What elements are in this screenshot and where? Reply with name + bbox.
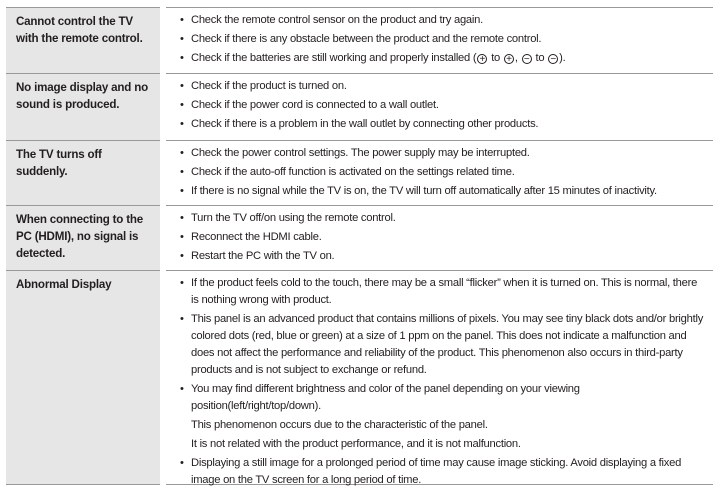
troubleshooting-table: [6, 7, 713, 485]
solution-item: [180, 311, 705, 379]
solution-text: If the product feels cold to the touch, there may be a small “flicker” when it is turned on. This is normal, there is nothing wrong with product.: [191, 277, 698, 306]
battery-minus-icon: −: [522, 54, 532, 64]
solutions-cell: [166, 206, 713, 271]
solution-item: [180, 455, 705, 489]
solution-item: [180, 210, 705, 227]
solution-text: Displaying a still image for a prolonged period of time may cause image sticking. Avoid displaying a fixed image on the TV screen for a long period of time.: [191, 457, 682, 486]
bullet-icon: •: [180, 99, 184, 111]
solution-text: Check if the product is turned on.: [191, 80, 347, 92]
solution-item: [180, 229, 705, 246]
solution-item: [180, 78, 705, 95]
solution-item: [180, 381, 705, 453]
solution-item: [180, 183, 705, 200]
solution-note: This phenomenon occurs due to the characteristic of the panel.: [191, 419, 488, 431]
solution-item: [180, 50, 705, 67]
solution-item: [180, 116, 705, 133]
bullet-icon: •: [180, 231, 184, 243]
solution-item: [180, 248, 705, 265]
solutions-cell: [166, 74, 713, 141]
battery-text-before: Check if the batteries are still working and properly installed (: [191, 52, 477, 64]
solutions-cell: [166, 7, 713, 74]
bullet-icon: •: [180, 52, 184, 64]
problem-cell: Cannot control the TV with the remote control.: [6, 7, 160, 74]
solution-item: [180, 97, 705, 114]
table-row: [6, 206, 713, 271]
problem-cell: The TV turns off suddenly.: [6, 141, 160, 206]
solution-text: Reconnect the HDMI cable.: [191, 231, 322, 243]
problem-cell: Abnormal Display: [6, 271, 160, 485]
bullet-icon: •: [180, 313, 184, 325]
battery-text-to1: to: [488, 52, 503, 64]
solution-text: Check if the power cord is connected to a wall outlet.: [191, 99, 439, 111]
bullet-icon: •: [180, 147, 184, 159]
battery-text-to2: to: [532, 52, 548, 64]
problem-cell: No image display and no sound is produced.: [6, 74, 160, 141]
battery-text-after: ).: [559, 52, 566, 64]
table-row: [6, 271, 713, 485]
solution-item: [180, 275, 705, 309]
solution-text: Check the power control settings. The power supply may be interrupted.: [191, 147, 530, 159]
bullet-icon: •: [180, 250, 184, 262]
solutions-cell: [166, 141, 713, 206]
table-row: [6, 74, 713, 141]
table-row: [6, 141, 713, 206]
solution-text: Check the remote control sensor on the product and try again.: [191, 14, 483, 26]
solution-text: This panel is an advanced product that contains millions of pixels. You may see tiny black dots and/or brightly colored dots (red, blue or green) at a size of 1 ppm on the panel. This does not indicate a malfunction and does not affect the performance and reliability of the product. This phenomenon also occurs in third-party products and is not subject to exchange or refund.: [191, 313, 704, 376]
solution-text: Check if there is any obstacle between the product and the remote control.: [191, 33, 542, 45]
table-row: [6, 7, 713, 74]
solution-text: Turn the TV off/on using the remote control.: [191, 212, 396, 224]
solution-item: [180, 145, 705, 162]
bullet-icon: •: [180, 14, 184, 26]
bullet-icon: •: [180, 457, 184, 469]
bullet-icon: •: [180, 166, 184, 178]
bullet-icon: •: [180, 185, 184, 197]
solution-text: Check if the auto-off function is activated on the settings related time.: [191, 166, 515, 178]
battery-plus-icon: +: [504, 54, 514, 64]
solution-item: [180, 12, 705, 29]
problem-cell: When connecting to the PC (HDMI), no signal is detected.: [6, 206, 160, 271]
battery-text-comma: ,: [514, 52, 521, 64]
battery-plus-icon: +: [477, 54, 487, 64]
bullet-icon: •: [180, 118, 184, 130]
bullet-icon: •: [180, 80, 184, 92]
solution-text: Restart the PC with the TV on.: [191, 250, 335, 262]
bullet-icon: •: [180, 277, 184, 289]
solution-item: [180, 164, 705, 181]
solution-text: Check if there is a problem in the wall outlet by connecting other products.: [191, 118, 539, 130]
battery-minus-icon: −: [548, 54, 558, 64]
bullet-icon: •: [180, 212, 184, 224]
solution-item: [180, 31, 705, 48]
bullet-icon: •: [180, 33, 184, 45]
bullet-icon: •: [180, 383, 184, 395]
solution-text: You may find different brightness and color of the panel depending on your viewing position(left/right/top/down).: [191, 383, 580, 412]
solution-note: It is not related with the product performance, and it is not malfunction.: [191, 438, 521, 450]
solutions-cell: [166, 271, 713, 485]
solution-text: If there is no signal while the TV is on, the TV will turn off automatically after 15 minutes of inactivity.: [191, 185, 657, 197]
